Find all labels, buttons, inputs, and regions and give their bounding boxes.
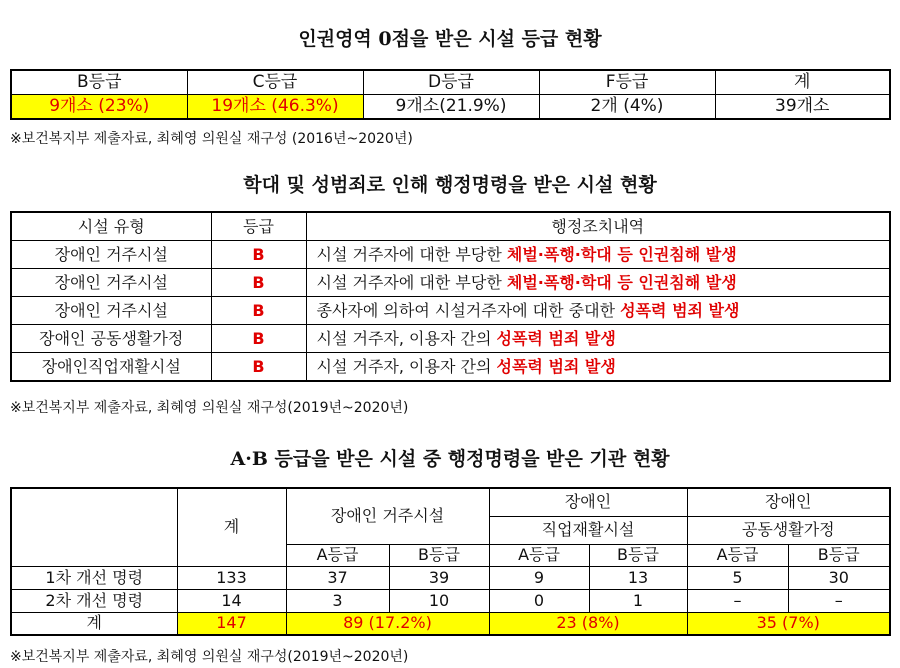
facility-type-cell: 장애인직업재활시설 xyxy=(11,353,211,382)
group-header-cell: 장애인 xyxy=(687,488,890,516)
header-cell: 행정조치내역 xyxy=(306,212,890,241)
group-header-cell: 장애인 xyxy=(489,488,687,516)
section2-title: 학대 및 성범죄로 인해 행정명령을 받은 시설 현황 xyxy=(243,174,657,196)
subheader-cell: B등급 xyxy=(589,544,687,566)
value-cell: 37 xyxy=(286,566,389,589)
value-cell: – xyxy=(687,589,788,612)
table-row xyxy=(11,297,890,325)
value-cell: 9개소(21.9%) xyxy=(363,95,539,120)
row-label-cell: 2차 개선 명령 xyxy=(11,589,177,612)
total-value-cell: 147 xyxy=(177,612,286,635)
value-cell: 9 xyxy=(489,566,589,589)
action-text: 시설 거주자, 이용자 간의 xyxy=(316,328,497,348)
action-text: 시설 거주자에 대한 부당한 xyxy=(316,244,507,264)
group-header-cell: 공동생활가정 xyxy=(687,516,890,544)
total-header-cell: 계 xyxy=(177,488,286,566)
subheader-cell: B등급 xyxy=(788,544,890,566)
action-highlight: 체벌·폭행·학대 등 인권침해 발생 xyxy=(506,272,737,292)
table-row xyxy=(11,325,890,353)
group-header-cell: 장애인 거주시설 xyxy=(286,488,489,544)
subheader-cell: A등급 xyxy=(286,544,389,566)
value-cell: 39개소 xyxy=(715,95,890,120)
action-cell xyxy=(306,353,890,382)
subheader-cell: A등급 xyxy=(489,544,589,566)
total-value-cell: 35 (7%) xyxy=(687,612,890,635)
value-cell: 1 xyxy=(589,589,687,612)
ab-grade-order-table xyxy=(10,487,891,636)
header-cell: 계 xyxy=(715,70,890,95)
table-header-row xyxy=(11,488,890,516)
source-note: ※보건복지부 제출자료, 최혜영 의원실 재구성(2019년~2020년) xyxy=(10,400,409,416)
action-text: 시설 거주자, 이용자 간의 xyxy=(316,356,497,376)
value-cell: – xyxy=(788,589,890,612)
header-cell: F등급 xyxy=(539,70,715,95)
value-cell: 9개소 (23%) xyxy=(11,95,187,120)
facility-type-cell: 장애인 거주시설 xyxy=(11,241,211,269)
table-row xyxy=(11,269,890,297)
action-cell xyxy=(306,325,890,353)
grade-cell: B xyxy=(211,353,306,382)
subheader-cell: A등급 xyxy=(687,544,788,566)
total-value-cell: 23 (8%) xyxy=(489,612,687,635)
action-highlight: 체벌·폭행·학대 등 인권침해 발생 xyxy=(506,244,737,264)
value-cell: 0 xyxy=(489,589,589,612)
value-cell: 2개 (4%) xyxy=(539,95,715,120)
table-row xyxy=(11,95,890,120)
value-cell: 13 xyxy=(589,566,687,589)
action-highlight: 성폭력 범죄 발생 xyxy=(496,328,616,348)
table-header-row xyxy=(11,212,890,241)
header-cell: C등급 xyxy=(187,70,363,95)
source-note: ※보건복지부 제출자료, 최혜영 의원실 재구성 (2016년~2020년) xyxy=(10,131,413,147)
action-cell xyxy=(306,241,890,269)
table-row xyxy=(11,566,890,589)
facility-type-cell: 장애인 거주시설 xyxy=(11,297,211,325)
subheader-cell: B등급 xyxy=(389,544,489,566)
action-text: 종사자에 의하여 시설거주자에 대한 중대한 xyxy=(316,300,621,320)
grade-cell: B xyxy=(211,297,306,325)
value-cell: 133 xyxy=(177,566,286,589)
table-row xyxy=(11,589,890,612)
grade-cell: B xyxy=(211,325,306,353)
facility-type-cell: 장애인 공동생활가정 xyxy=(11,325,211,353)
total-value-cell: 89 (17.2%) xyxy=(286,612,489,635)
action-cell xyxy=(306,269,890,297)
total-row xyxy=(11,612,890,635)
action-highlight: 성폭력 범죄 발생 xyxy=(496,356,616,376)
empty-corner-cell xyxy=(11,488,177,566)
section3-title: A·B 등급을 받은 시설 중 행정명령을 받은 기관 현황 xyxy=(230,448,670,470)
section1-title: 인권영역 0점을 받은 시설 등급 현황 xyxy=(298,28,602,50)
table-row xyxy=(11,353,890,382)
action-text: 시설 거주자에 대한 부당한 xyxy=(316,272,507,292)
grade-zero-table xyxy=(10,69,891,120)
value-cell: 39 xyxy=(389,566,489,589)
action-highlight: 성폭력 범죄 발생 xyxy=(620,300,740,320)
header-cell: D등급 xyxy=(363,70,539,95)
header-cell: 시설 유형 xyxy=(11,212,211,241)
table-row xyxy=(11,241,890,269)
grade-cell: B xyxy=(211,241,306,269)
value-cell: 30 xyxy=(788,566,890,589)
header-cell: 등급 xyxy=(211,212,306,241)
grade-cell: B xyxy=(211,269,306,297)
row-label-cell: 1차 개선 명령 xyxy=(11,566,177,589)
action-cell xyxy=(306,297,890,325)
header-cell: B등급 xyxy=(11,70,187,95)
administrative-order-table xyxy=(10,211,891,382)
value-cell: 19개소 (46.3%) xyxy=(187,95,363,120)
facility-type-cell: 장애인 거주시설 xyxy=(11,269,211,297)
group-header-cell: 직업재활시설 xyxy=(489,516,687,544)
source-note: ※보건복지부 제출자료, 최혜영 의원실 재구성(2019년~2020년) xyxy=(10,649,409,665)
value-cell: 14 xyxy=(177,589,286,612)
value-cell: 5 xyxy=(687,566,788,589)
table-header-row xyxy=(11,70,890,95)
value-cell: 10 xyxy=(389,589,489,612)
row-label-cell: 계 xyxy=(11,612,177,635)
value-cell: 3 xyxy=(286,589,389,612)
